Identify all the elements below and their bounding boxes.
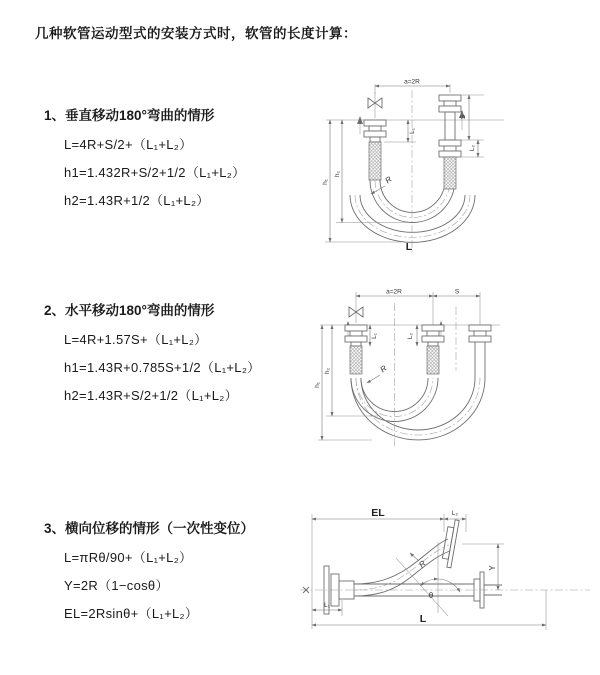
hose-fitting [469, 325, 491, 342]
formula-line: L=πRθ/90+（L₁+L₂） [64, 550, 193, 565]
braided-hose-section [444, 157, 456, 189]
angle-label-theta: θ [428, 591, 434, 600]
length-label-l: L [405, 241, 413, 253]
hose-fitting [364, 120, 386, 137]
diagram-vertical-180-bend [312, 74, 590, 258]
braided-hose-section [350, 346, 362, 374]
hose-fitting [422, 325, 444, 342]
braided-hose-section [369, 142, 381, 180]
dim-label-el: EL [371, 507, 385, 519]
flange [441, 519, 459, 568]
braided-hose-section [427, 346, 439, 374]
formula-line: L=4R+1.57S+（L₁+L₂） [64, 332, 208, 347]
dim-label-h1: h₁ [314, 382, 321, 388]
dim-label-l1: L₁ [409, 128, 416, 134]
radius-label-r: R [417, 558, 428, 570]
hose-fitting [345, 325, 367, 342]
dim-label-l2: L₂ [451, 510, 459, 517]
formula-line: EL=2Rsinθ+（L₁+L₂） [64, 606, 199, 621]
diagram-lateral-displacement [298, 498, 600, 656]
formula-line: h2=1.43R+1/2（L₁+L₂） [64, 193, 210, 208]
dim-label-h2: h₂ [334, 170, 341, 178]
dim-label-l2: L₂ [469, 144, 476, 152]
hose-fitting [439, 95, 461, 112]
section-2-heading: 2、水平移动180°弯曲的情形 [44, 303, 215, 318]
dim-label-h2: h₂ [324, 367, 331, 375]
dim-label-y: Y [488, 565, 497, 571]
dim-label-l2: L₂ [407, 332, 414, 340]
formula-line: Y=2R（1−cosθ） [64, 578, 169, 593]
dim-label-s: S [454, 288, 460, 296]
dim-label-a2r: a=2R [404, 78, 420, 86]
section-1-heading: 1、垂直移动180°弯曲的情形 [44, 108, 215, 123]
length-label-l: L [419, 613, 427, 625]
formula-line: h1=1.43R+0.785S+1/2（L₁+L₂） [64, 360, 261, 375]
dim-label-h1: h₁ [322, 179, 329, 185]
radius-label-r: R [383, 174, 394, 186]
radius-label-r: R [378, 363, 389, 375]
dim-label-a2r: a=2R [386, 288, 402, 296]
dim-label-l1: L₁ [324, 602, 330, 609]
hose-fitting [439, 140, 461, 157]
formula-line: h1=1.432R+S/2+1/2（L₁+L₂） [64, 165, 246, 180]
page-title: 几种软管运动型式的安装方式时，软管的长度计算： [35, 26, 357, 41]
diagram-horizontal-180-bend [310, 283, 600, 455]
section-3-heading: 3、横向位移的情形（一次性变位） [44, 521, 255, 536]
dim-label-l1: L₁ [371, 333, 378, 339]
dim-label-s: S [460, 114, 467, 120]
formula-line: h2=1.43R+S/2+1/2（L₁+L₂） [64, 388, 238, 403]
formula-line: L=4R+S/2+（L₁+L₂） [64, 137, 193, 152]
